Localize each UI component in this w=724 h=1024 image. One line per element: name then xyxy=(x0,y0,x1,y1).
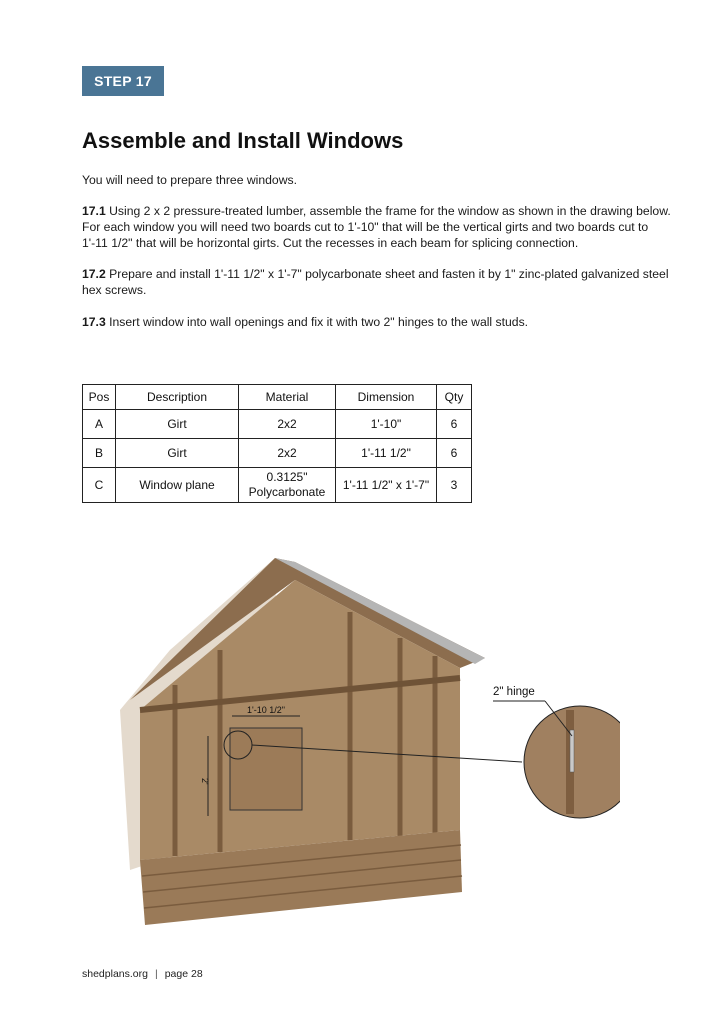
cell-pos: C xyxy=(83,468,116,503)
cell-pos: A xyxy=(83,410,116,439)
cell-description: Girt xyxy=(116,410,239,439)
cell-qty: 6 xyxy=(437,439,472,468)
step-number: 17.2 xyxy=(82,267,106,281)
footer-page: page 28 xyxy=(164,968,203,980)
footer-site: shedplans.org xyxy=(82,968,148,980)
cell-description: Girt xyxy=(116,439,239,468)
header-pos: Pos xyxy=(83,385,116,410)
material-line-1: 0.3125" xyxy=(266,470,308,484)
header-qty: Qty xyxy=(437,385,472,410)
header-dimension: Dimension xyxy=(336,385,437,410)
cell-dimension: 1'-10" xyxy=(336,410,437,439)
footer xyxy=(82,968,203,980)
intro-text: You will need to prepare three windows. xyxy=(82,173,297,187)
page-title: Assemble and Install Windows xyxy=(82,128,404,153)
hinge-callout-label: 2" hinge xyxy=(493,686,535,698)
step-number: 17.3 xyxy=(82,315,106,329)
table-row xyxy=(83,468,472,503)
height-dimension-label: 2' xyxy=(200,778,210,785)
step-17-2 xyxy=(82,266,672,298)
cell-description: Window plane xyxy=(116,468,239,503)
step-text: Insert window into wall openings and fix it with two 2" hinges to the wall studs. xyxy=(109,315,529,329)
step-17-1 xyxy=(82,203,672,251)
cell-qty: 6 xyxy=(437,410,472,439)
width-dimension-label: 1'-10 1/2" xyxy=(247,705,285,715)
cell-material: 2x2 xyxy=(239,410,336,439)
cell-material xyxy=(239,468,336,503)
hinge-icon xyxy=(570,730,574,772)
step-badge: STEP 17 xyxy=(82,66,164,96)
step-17-3 xyxy=(82,314,672,330)
step-number: 17.1 xyxy=(82,204,106,218)
cell-dimension: 1'-11 1/2" x 1'-7" xyxy=(336,468,437,503)
cell-qty: 3 xyxy=(437,468,472,503)
table-row xyxy=(83,439,472,468)
step-text: Using 2 x 2 pressure-treated lumber, assemble the frame for the window as shown in the drawing below. For each window you will need two boards cut to 1'-10" that will be the vertical girts and two boards cut to 1'-11 1/2" that will be horizontal girts. Cut the recesses in each beam for splicing connection. xyxy=(82,204,671,250)
table-header-row xyxy=(83,385,472,410)
cell-pos: B xyxy=(83,439,116,468)
header-description: Description xyxy=(116,385,239,410)
shed-window-illustration xyxy=(80,540,620,940)
step-text: Prepare and install 1'-11 1/2" x 1'-7" polycarbonate sheet and fasten it by 1" zinc-plated galvanized steel hex screws. xyxy=(82,267,669,297)
parts-table xyxy=(82,384,472,503)
cell-material: 2x2 xyxy=(239,439,336,468)
footer-separator: | xyxy=(154,968,158,980)
header-material: Material xyxy=(239,385,336,410)
material-line-2: Polycarbonate xyxy=(248,485,326,499)
table-row xyxy=(83,410,472,439)
cell-dimension: 1'-11 1/2" xyxy=(336,439,437,468)
window-frame xyxy=(230,728,302,810)
